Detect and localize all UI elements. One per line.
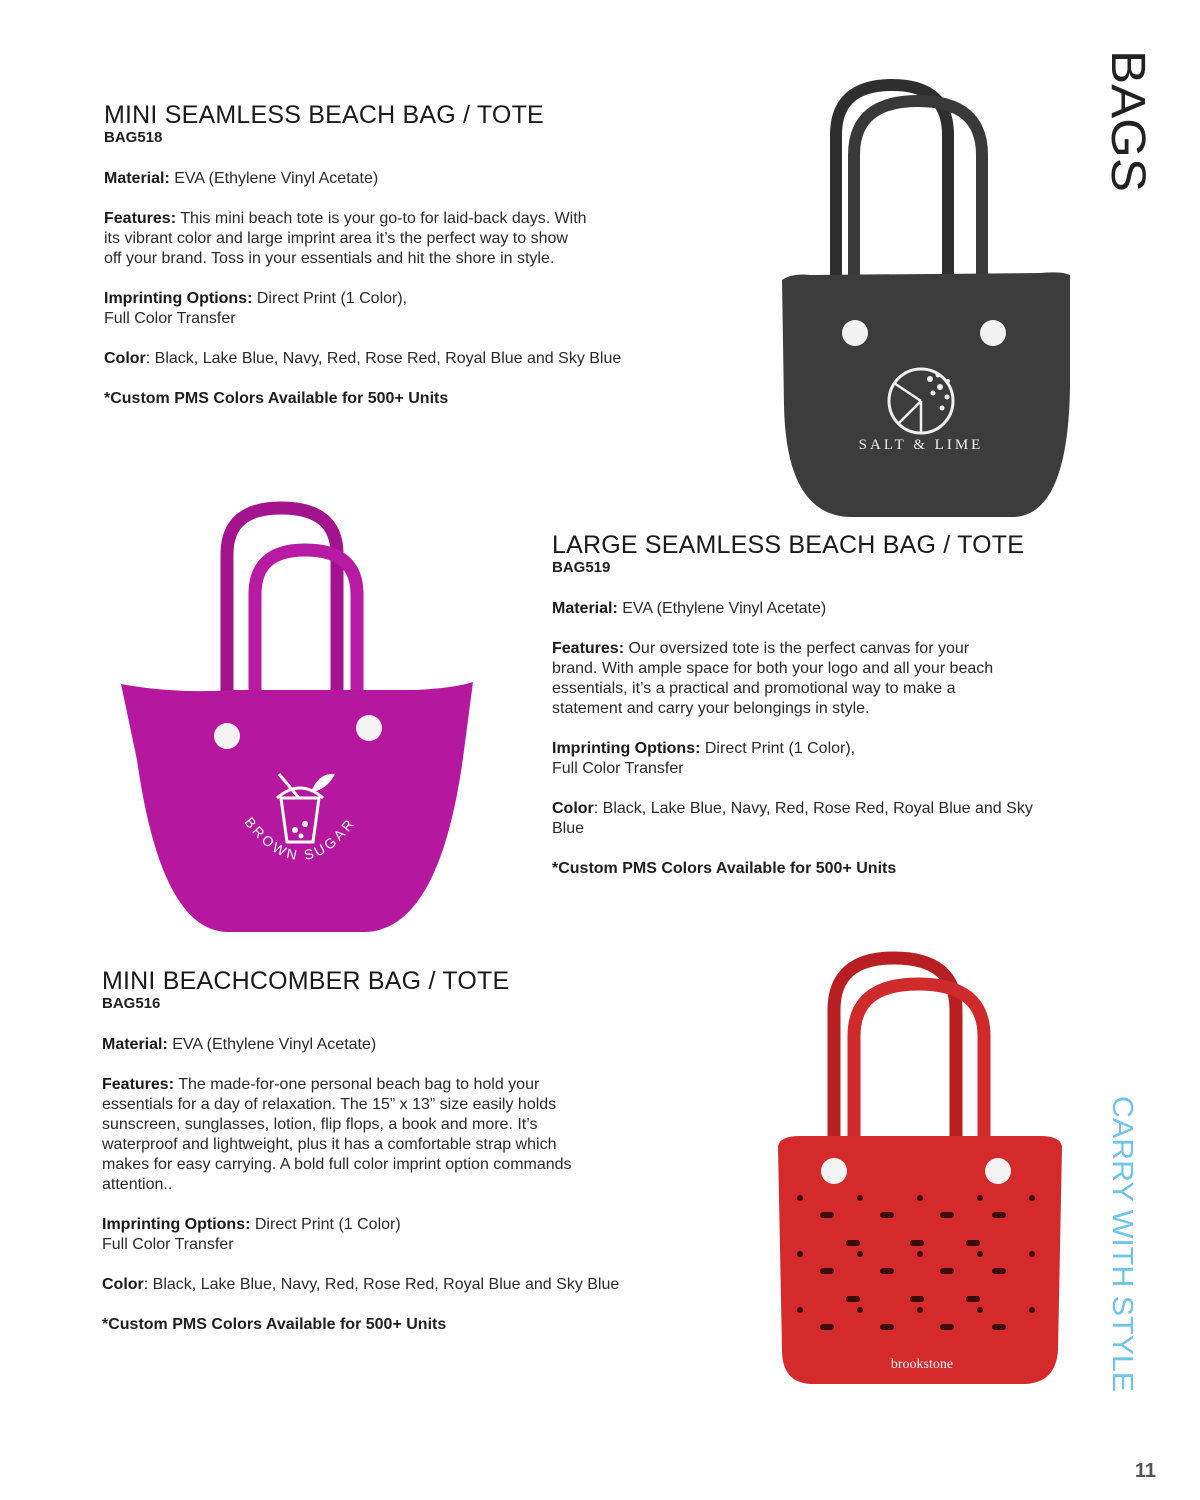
color-line: : Black, Lake Blue, Navy, Red, Rose Red, Royal Blue and Sky: [593, 800, 1033, 817]
material-value: EVA (Ethylene Vinyl Acetate): [174, 170, 379, 187]
material-label: Material:: [552, 600, 618, 617]
product-title: MINI SEAMLESS BEACH BAG / TOTE: [104, 101, 544, 129]
color-label: Color: [552, 800, 594, 817]
features-label: Features:: [102, 1076, 175, 1093]
imprint-line: Full Color Transfer: [102, 1236, 234, 1253]
product-image-red-tote: [770, 950, 1070, 1390]
product-material: [104, 169, 704, 189]
custom-pms-note: *Custom PMS Colors Available for 500+ Units: [104, 390, 449, 407]
product-sku: BAG519: [552, 559, 611, 576]
imprint-line: Full Color Transfer: [104, 310, 236, 327]
product-colors: [104, 349, 704, 369]
color-line: : Black, Lake Blue, Navy, Red, Rose Red, Royal Blue and Sky Blue: [143, 1276, 620, 1293]
product-colors: [552, 799, 1112, 839]
color-label: Color: [104, 350, 146, 367]
features-line: essentials, it’s a practical and promotional way to make a: [552, 680, 956, 697]
product-sku: BAG518: [104, 129, 163, 146]
logo-text: SALT & LIME: [858, 437, 984, 453]
features-line: essentials for a day of relaxation. The 15” x 13” size easily holds: [102, 1096, 557, 1113]
features-line: The made-for-one personal beach bag to hold your: [178, 1076, 540, 1093]
features-line: brand. With ample space for both your logo and all your beach: [552, 660, 994, 677]
color-line: : Black, Lake Blue, Navy, Red, Rose Red, Royal Blue and Sky Blue: [145, 350, 622, 367]
features-line: its vibrant color and large imprint area it’s the perfect way to show: [104, 230, 568, 247]
features-label: Features:: [552, 640, 625, 657]
features-line: Our oversized tote is the perfect canvas for your: [628, 640, 970, 657]
product-bag518: [104, 101, 704, 409]
features-line: makes for easy carrying. A bold full color imprint option commands: [102, 1156, 572, 1173]
material-label: Material:: [102, 1036, 168, 1053]
section-label-bags-text: BAGS: [1101, 50, 1154, 184]
product-bag516: [102, 967, 702, 1335]
product-features: [552, 639, 1112, 719]
imprint-line: Direct Print (1 Color),: [704, 740, 856, 757]
product-features: [104, 209, 704, 269]
product-material: [552, 599, 1112, 619]
material-label: Material:: [104, 170, 170, 187]
custom-pms-note: *Custom PMS Colors Available for 500+ Units: [552, 860, 897, 877]
imprint-line: Full Color Transfer: [552, 760, 684, 777]
features-label: Features:: [104, 210, 177, 227]
imprint-line: Direct Print (1 Color),: [256, 290, 408, 307]
product-sku: BAG516: [102, 995, 161, 1012]
page-number: 11: [1134, 1460, 1156, 1482]
imprint-label: Imprinting Options:: [552, 740, 701, 757]
product-title: MINI BEACHCOMBER BAG / TOTE: [102, 967, 510, 995]
product-material: [102, 1035, 702, 1055]
product-bag519: [552, 531, 1112, 879]
section-label-bags: [1084, 50, 1156, 200]
product-image-magenta-tote: [115, 498, 480, 938]
product-colors: [102, 1275, 702, 1295]
material-value: EVA (Ethylene Vinyl Acetate): [622, 600, 827, 617]
product-title: LARGE SEAMLESS BEACH BAG / TOTE: [552, 531, 1025, 559]
imprint-line: Direct Print (1 Color): [254, 1216, 401, 1233]
features-line: This mini beach tote is your go-to for laid-back days. With: [180, 210, 587, 227]
material-value: EVA (Ethylene Vinyl Acetate): [172, 1036, 377, 1053]
features-line: statement and carry your belongings in style.: [552, 700, 870, 717]
features-line: attention..: [102, 1176, 173, 1193]
product-imprinting: [102, 1215, 702, 1255]
features-line: off your brand. Toss in your essentials and hit the shore in style.: [104, 250, 555, 267]
custom-pms-note: *Custom PMS Colors Available for 500+ Units: [102, 1316, 447, 1333]
section-tagline: [1100, 1096, 1150, 1396]
imprint-label: Imprinting Options:: [102, 1216, 251, 1233]
color-label: Color: [102, 1276, 144, 1293]
product-features: [102, 1075, 702, 1195]
logo-text: brookstone: [890, 1357, 954, 1372]
color-line: Blue: [552, 820, 585, 837]
features-line: sunscreen, sunglasses, lotion, flip flops, a book and more. It’s: [102, 1116, 538, 1133]
logo-text: BROWN SUGAR: [241, 813, 359, 864]
section-tagline-text: CARRY WITH STYLE: [1106, 1096, 1138, 1379]
product-imprinting: [552, 739, 1112, 779]
features-line: waterproof and lightweight, plus it has a comfortable strap which: [102, 1136, 557, 1153]
product-image-black-tote: [770, 75, 1080, 520]
product-imprinting: [104, 289, 704, 329]
imprint-label: Imprinting Options:: [104, 290, 253, 307]
